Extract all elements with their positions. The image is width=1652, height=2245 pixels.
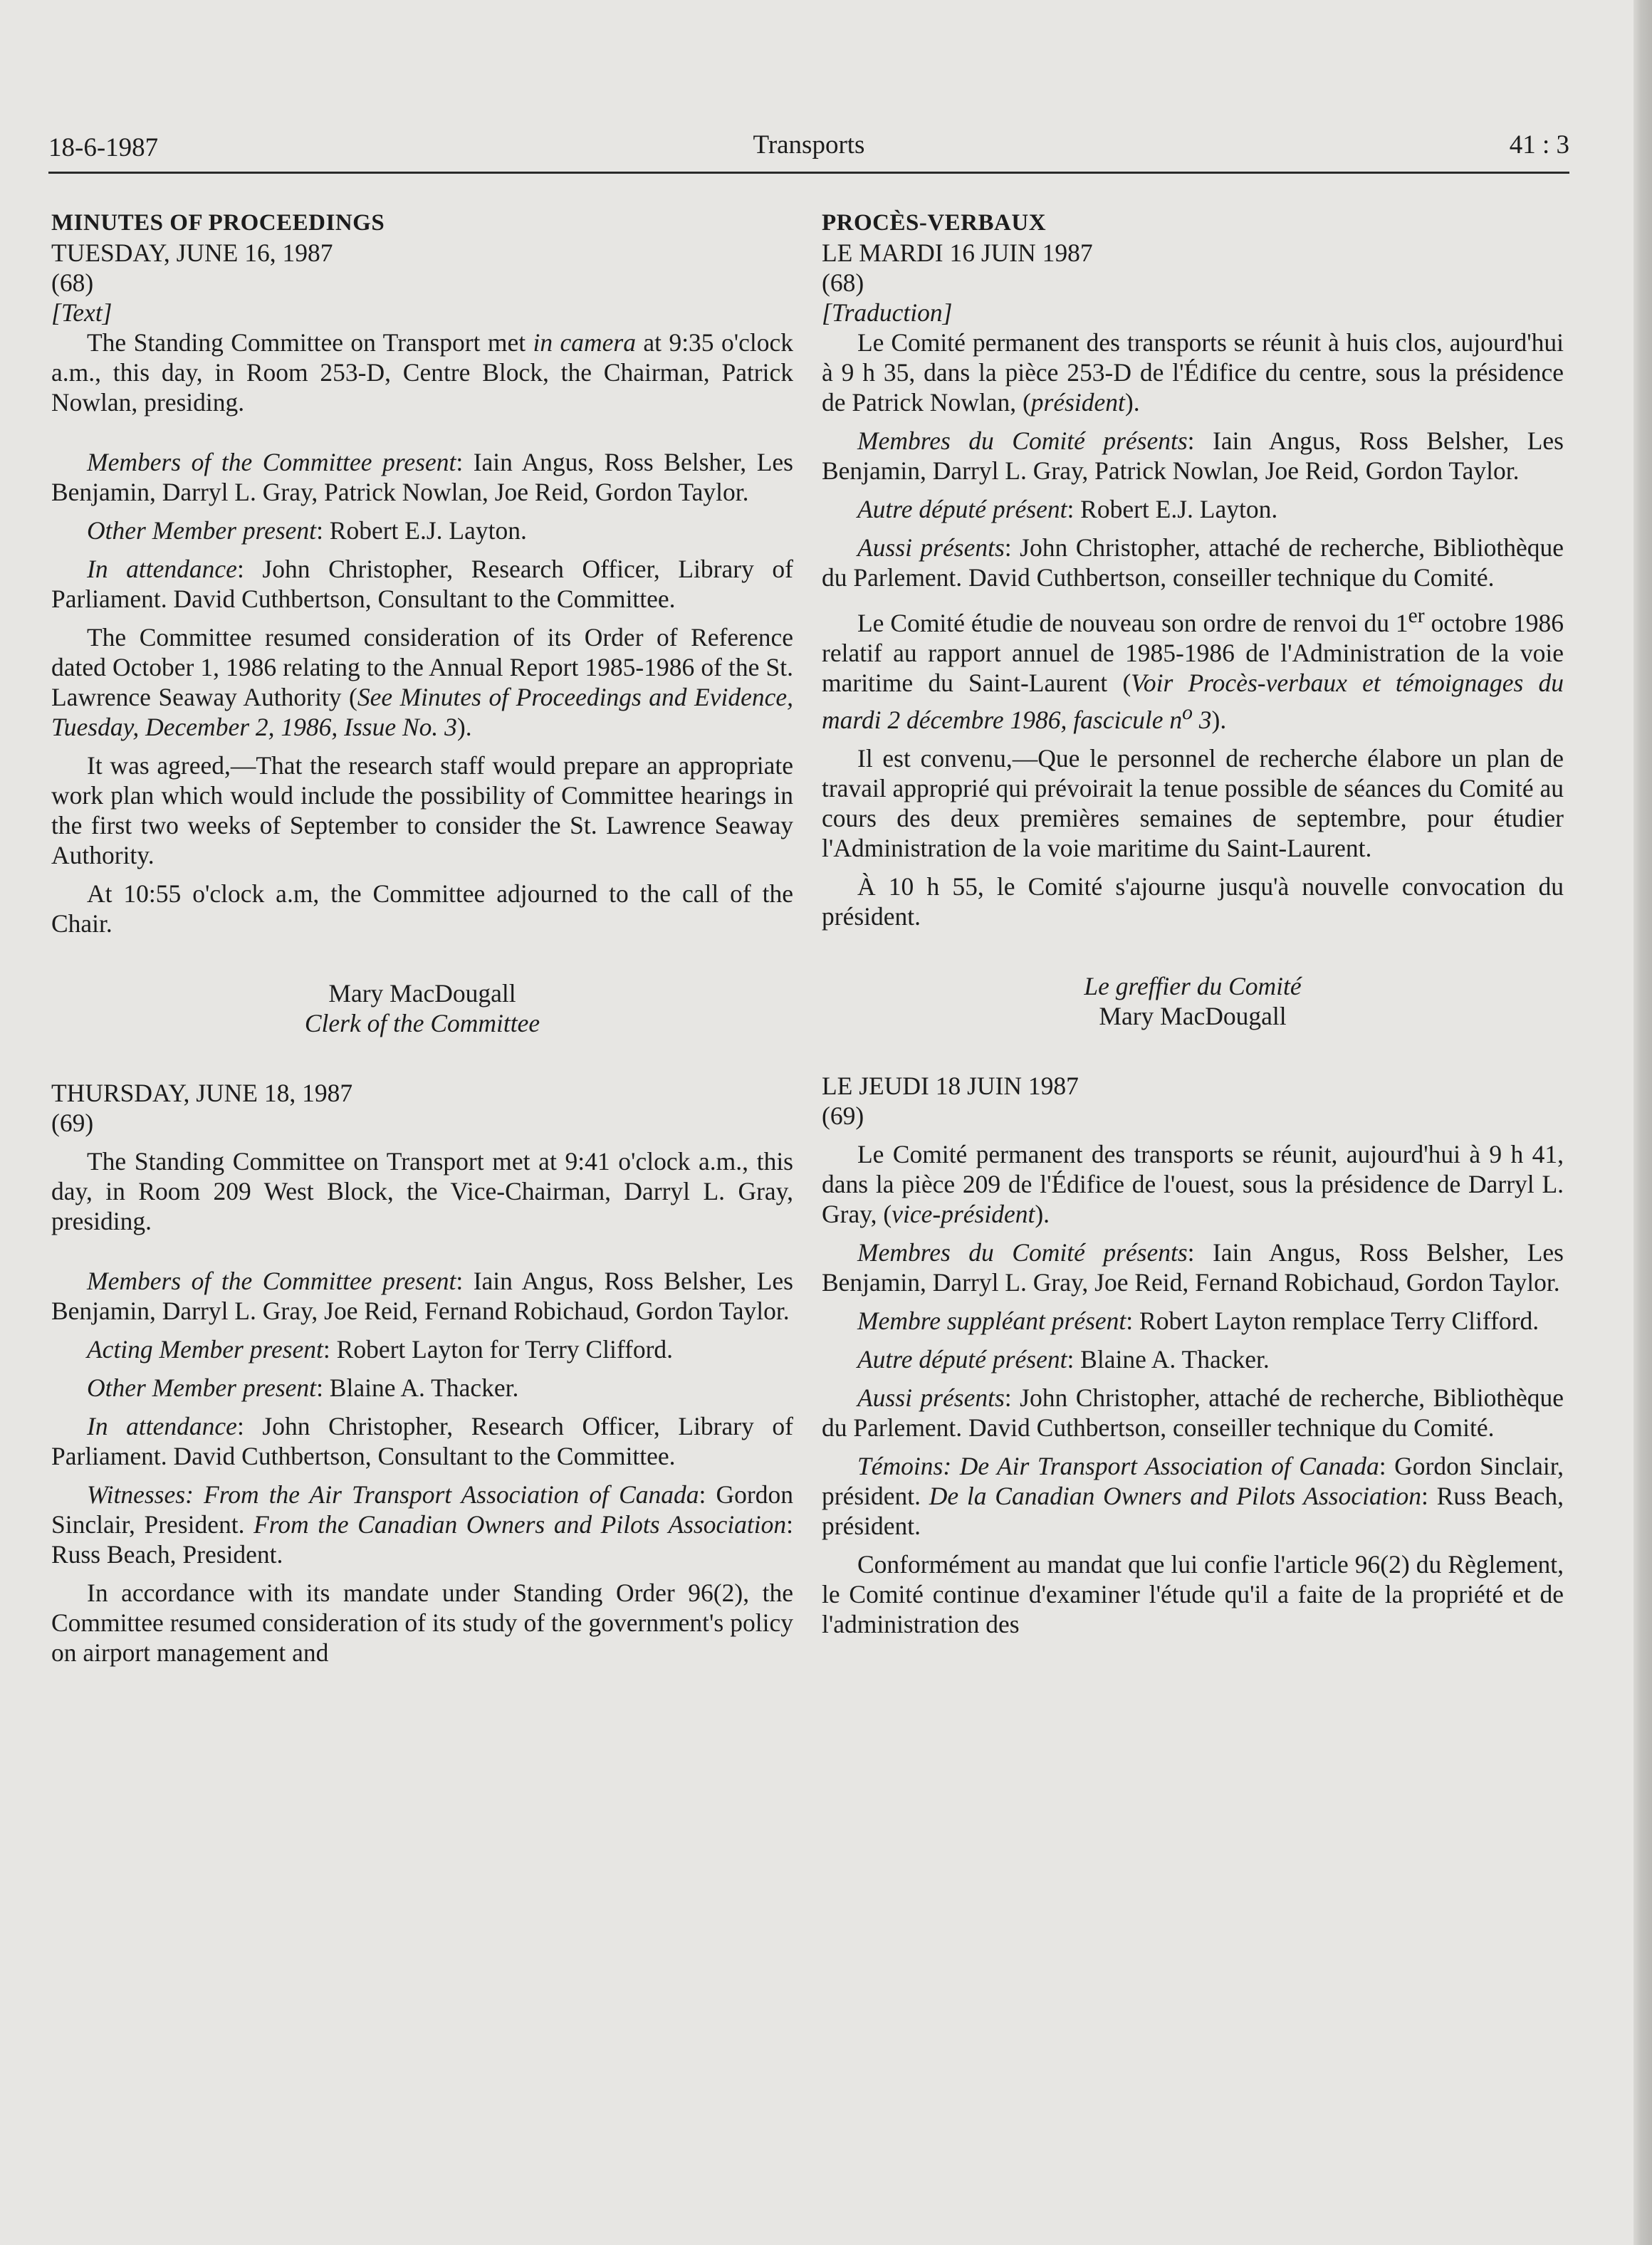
clerk-title: Le greffier du Comité (1084, 971, 1302, 1000)
other-member-present: Autre député présent: Robert E.J. Layton. (857, 495, 1278, 523)
meeting-number: (69) (822, 1101, 864, 1130)
paragraph: The Standing Committee on Transport met at 9:41 o'clock a.m., this day, in Room 209 West Block, the Vice-Chairman, Darryl L. Gray, presiding. (51, 1147, 793, 1235)
in-attendance: Aussi présents: John Christopher, attaché de recherche, Bibliothèque du Parlement. David Cuthbertson, conseiller technique du Comité. (822, 1383, 1564, 1442)
in-attendance: In attendance: John Christopher, Research Officer, Library of Parliament. David Cuthbertson, Consultant to the Committee. (51, 555, 793, 613)
meeting-date: LE MARDI 16 JUIN 1987 (822, 239, 1093, 267)
page-edge-shadow (1633, 0, 1652, 2245)
paragraph: Conformément au mandat que lui confie l'article 96(2) du Règlement, le Comité continue d'examiner l'étude qu'il a faite de la propriété et de l'administration des (822, 1549, 1564, 1638)
text-tag: [Traduction] (822, 298, 953, 327)
members-present: Members of the Committee present: Iain Angus, Ross Belsher, Les Benjamin, Darryl L. Gray, Patrick Nowlan, Joe Reid, Gordon Taylor. (51, 448, 793, 506)
paragraph: It was agreed,—That the research staff would prepare an appropriate work plan which would include the possibility of Committee hearings in the first two weeks of September to consider the St. Lawrence Seaway Authority. (51, 751, 793, 869)
acting-member-present: Membre suppléant présent: Robert Layton remplace Terry Clifford. (857, 1306, 1539, 1335)
meeting-number: (68) (822, 268, 864, 297)
meeting-date: LE JEUDI 18 JUIN 1987 (822, 1071, 1079, 1100)
paragraph: Il est convenu,—Que le personnel de recherche élabore un plan de travail approprié qui prévoirait la tenue possible de séances du Comité au cours des deux premières semaines de septembre, pour étudier l'Administration de la voie maritime du Saint-Laurent. (822, 743, 1564, 862)
header-date: 18-6-1987 (48, 133, 159, 162)
paragraph: À 10 h 55, le Comité s'ajourne jusqu'à nouvelle convocation du président. (822, 872, 1564, 931)
paragraph: In accordance with its mandate under Standing Order 96(2), the Committee resumed consideration of its study of the government's policy on airport management and (51, 1579, 793, 1667)
clerk-name: Mary MacDougall (1099, 1001, 1287, 1030)
paragraph: The Committee resumed consideration of its Order of Reference dated October 1, 1986 relating to the Annual Report 1985-1986 of the St. Lawrence Seaway Authority (See Minutes of Proceedings and Evidence, Tuesday, December 2, 1986, Issue No. 3). (51, 623, 794, 741)
meeting-number: (69) (51, 1109, 94, 1137)
meeting-date: TUESDAY, JUNE 16, 1987 (51, 239, 333, 267)
paragraph: The Standing Committee on Transport met in camera at 9:35 o'clock a.m., this day, in Room 253-D, Centre Block, the Chairman, Patrick Nowlan, presiding. (51, 328, 793, 417)
section-heading: MINUTES OF PROCEEDINGS (51, 210, 385, 236)
members-present: Membres du Comité présents: Iain Angus, Ross Belsher, Les Benjamin, Darryl L. Gray, Joe Reid, Fernand Robichaud, Gordon Taylor. (822, 1237, 1564, 1297)
other-member-present: Other Member present: Robert E.J. Layton. (87, 516, 527, 545)
acting-member-present: Acting Member present: Robert Layton for Terry Clifford. (87, 1335, 674, 1364)
paragraph: Le Comité permanent des transports se réunit à huis clos, aujourd'hui à 9 h 35, dans la pièce 253-D de l'Édifice du centre, sous la présidence de Patrick Nowlan, (président). (822, 328, 1564, 417)
clerk-name: Mary MacDougall (328, 979, 516, 1008)
english-column (51, 208, 793, 1668)
other-member-present: Other Member present: Blaine A. Thacker. (87, 1373, 519, 1402)
paragraph: At 10:55 o'clock a.m, the Committee adjourned to the call of the Chair. (51, 879, 793, 938)
section-heading: PROCÈS-VERBAUX (822, 210, 1047, 236)
members-present: Membres du Comité présents: Iain Angus, Ross Belsher, Les Benjamin, Darryl L. Gray, Patrick Nowlan, Joe Reid, Gordon Taylor. (822, 427, 1564, 485)
in-attendance: Aussi présents: John Christopher, attaché de recherche, Bibliothèque du Parlement. David Cuthbertson, conseiller technique du Comité. (822, 533, 1564, 592)
meeting-number: (68) (51, 268, 94, 297)
running-header (48, 127, 1569, 169)
members-present: Members of the Committee present: Iain Angus, Ross Belsher, Les Benjamin, Darryl L. Gray, Joe Reid, Fernand Robichaud, Gordon Taylor. (51, 1267, 793, 1325)
french-column (822, 208, 1564, 1639)
witnesses: Witnesses: From the Air Transport Association of Canada: Gordon Sinclair, President. From the Canadian Owners and Pilots Association: Russ Beach, President. (51, 1480, 793, 1569)
in-attendance: In attendance: John Christopher, Research Officer, Library of Parliament. David Cuthbertson, Consultant to the Committee. (51, 1412, 793, 1470)
other-member-present: Autre député présent: Blaine A. Thacker. (857, 1344, 1270, 1373)
clerk-title: Clerk of the Committee (304, 1009, 540, 1037)
paragraph: Le Comité permanent des transports se réunit, aujourd'hui à 9 h 41, dans la pièce 209 de l'Édifice de l'ouest, sous la présidence de Darryl L. Gray, (vice-président). (822, 1139, 1564, 1228)
paragraph: Le Comité étudie de nouveau son ordre de renvoi du 1er octobre 1986 relatif au rapport annuel de 1985-1986 de l'Administration de la voie maritime du Saint-Laurent (Voir Procès-verbaux et témoignages du mardi 2 décembre 1986, fascicule $n^o$ 3). (822, 605, 1564, 734)
text-tag: [Text] (51, 298, 113, 327)
header-rule (48, 172, 1569, 174)
header-title: Transports (753, 130, 865, 159)
witnesses: Témoins: De Air Transport Association of Canada: Gordon Sinclair, président. De la Canadian Owners and Pilots Association: Russ Beach, président. (822, 1451, 1564, 1540)
meeting-date: THURSDAY, JUNE 18, 1987 (51, 1079, 353, 1107)
header-page-number: 41 : 3 (1509, 130, 1569, 159)
